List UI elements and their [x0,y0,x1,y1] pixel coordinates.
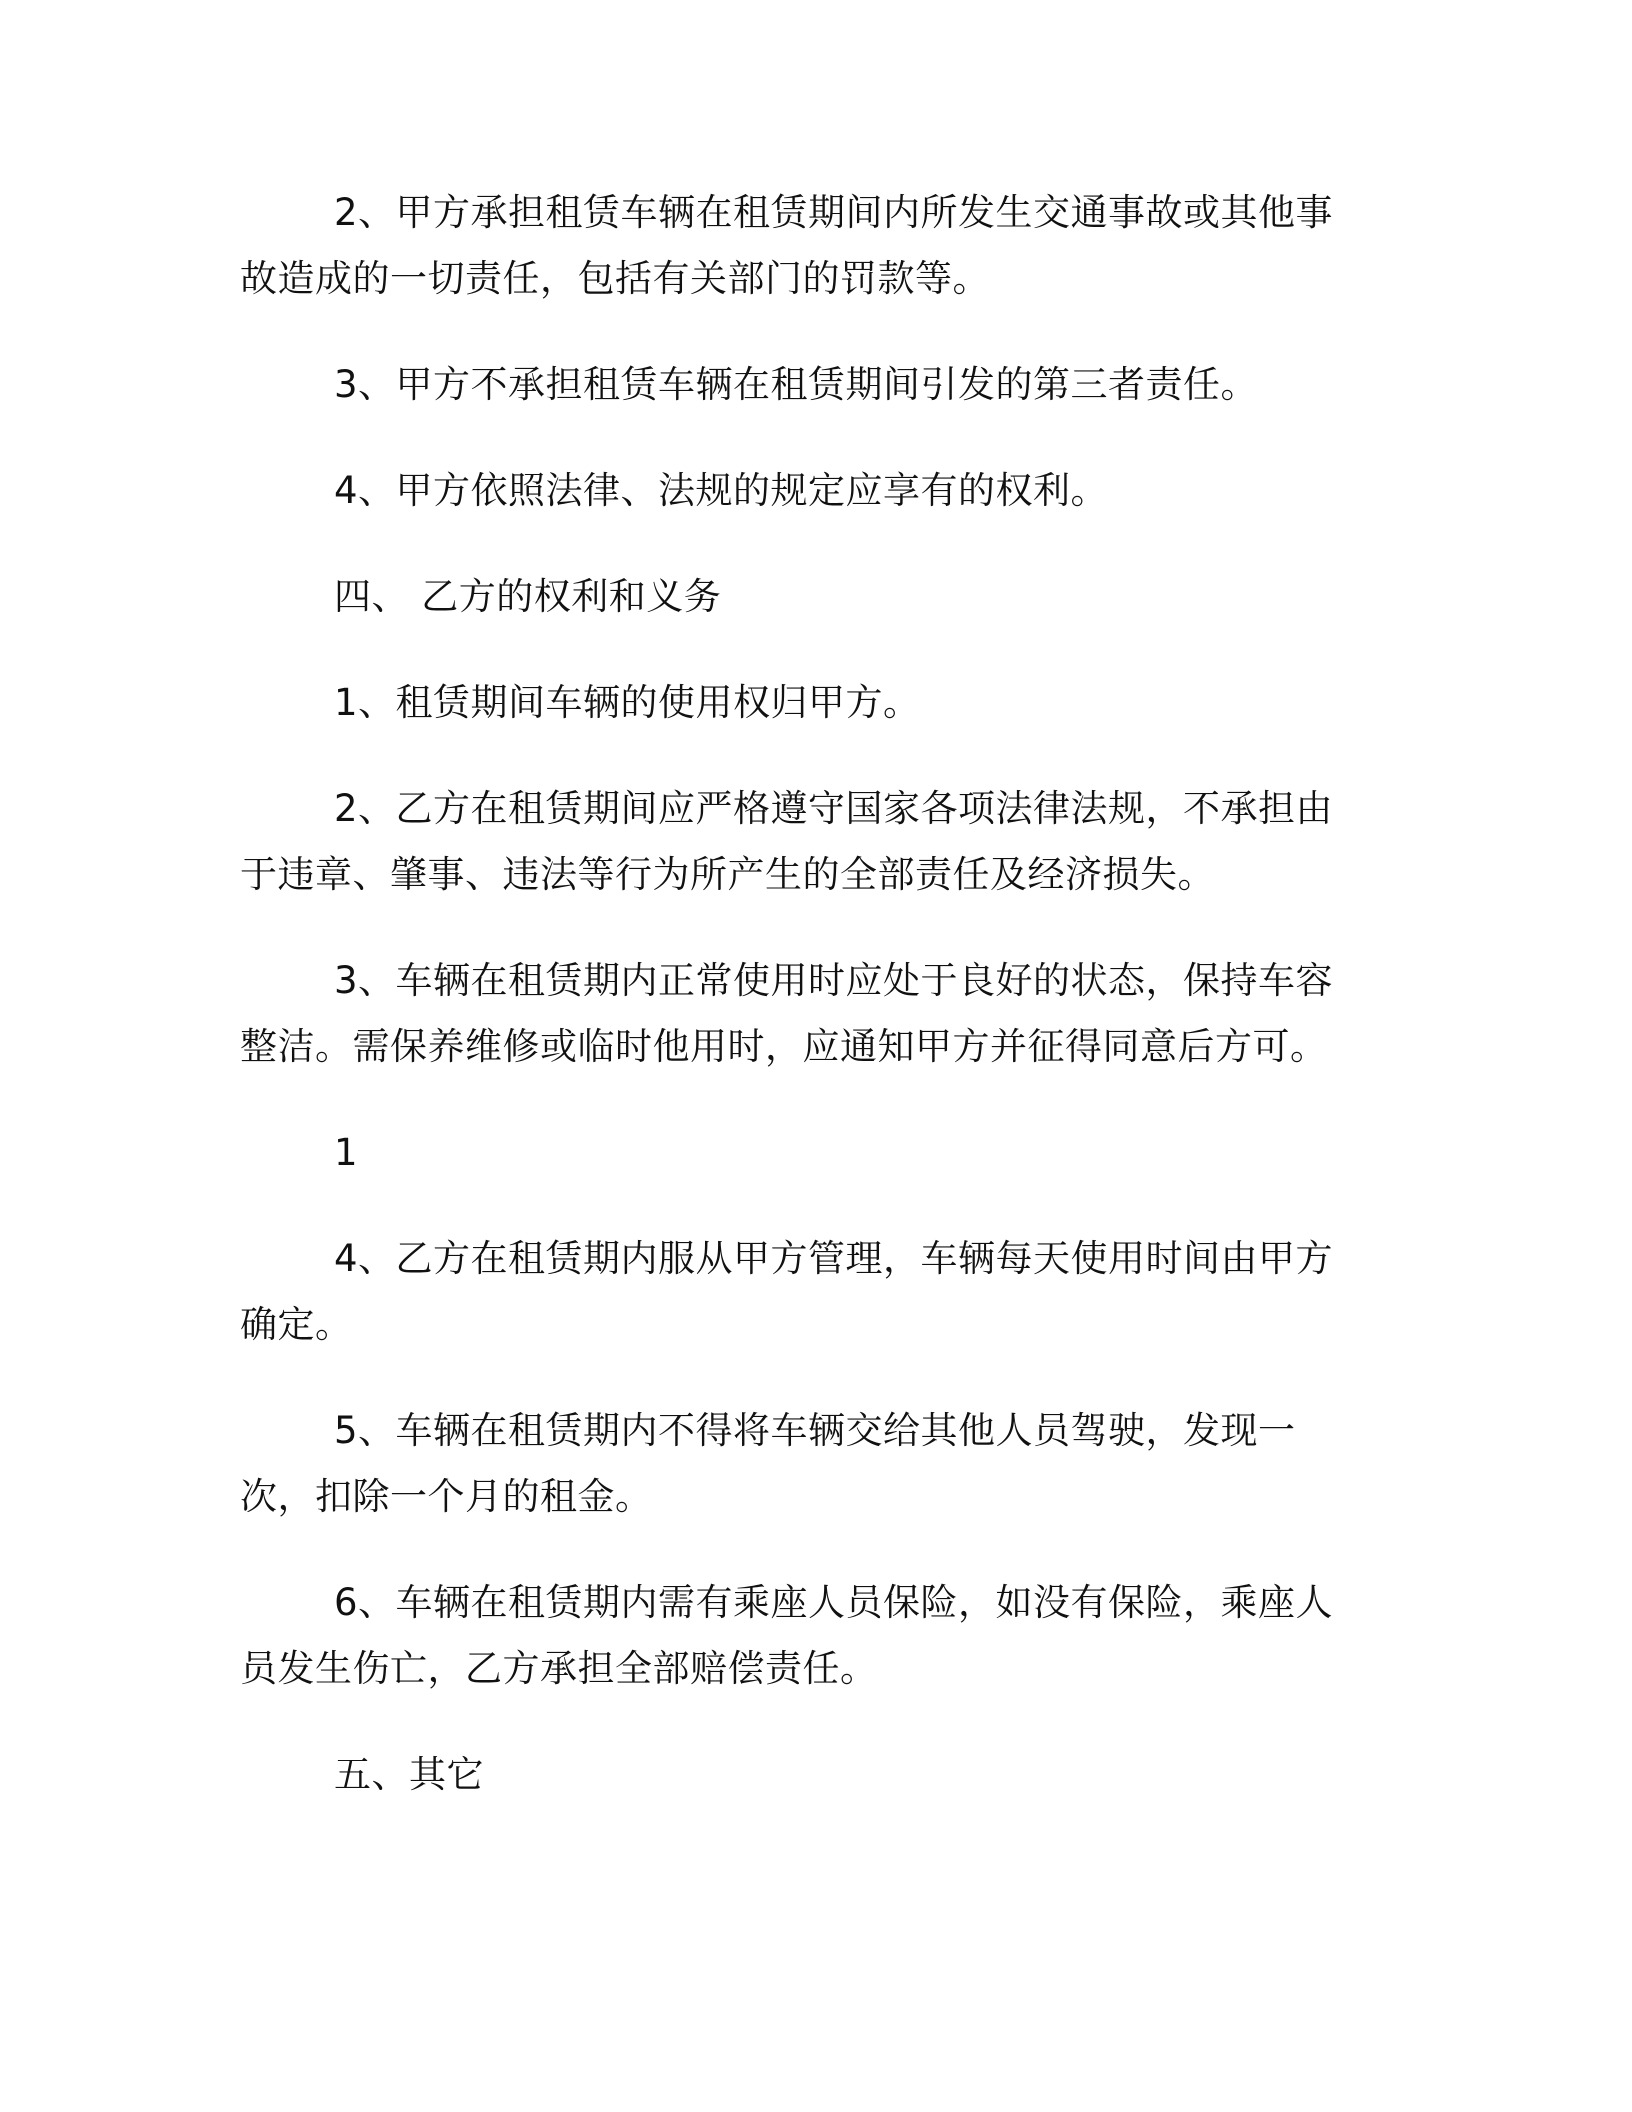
paragraph-party-a-third-party: 3、甲方不承担租赁车辆在租赁期间引发的第三者责任。 [334,363,1259,406]
paragraph-party-a-accident-liability: 2、甲方承担租赁车辆在租赁期间内所发生交通事故或其他事故造成的一切责任，包括有关部门的罚款等。 [240,191,1334,300]
section-heading-other: 五、其它 [334,1753,484,1796]
paragraph-passenger-insurance: 6、车辆在租赁期内需有乘座人员保险，如没有保险，乘座人员发生伤亡，乙方承担全部赔偿责任。 [240,1581,1334,1690]
paragraph-vehicle-condition: 3、车辆在租赁期内正常使用时应处于良好的状态，保持车容整洁。需保养维修或临时他用时，应通知甲方并征得同意后方可。 [240,959,1334,1068]
page-number: 1 [334,1131,358,1174]
paragraph-party-a-rights: 4、甲方依照法律、法规的规定应享有的权利。 [334,469,1109,512]
section-heading-party-b: 四、 乙方的权利和义务 [334,575,722,618]
paragraph-party-b-compliance: 2、乙方在租赁期间应严格遵守国家各项法律法规，不承担由于违章、肇事、违法等行为所产生的全部责任及经济损失。 [240,787,1334,896]
document-body [240,180,1360,1848]
paragraph-no-other-drivers: 5、车辆在租赁期内不得将车辆交给其他人员驾驶，发现一次，扣除一个月的租金。 [240,1409,1296,1518]
paragraph-party-b-usage-right: 1、租赁期间车辆的使用权归甲方。 [334,681,921,724]
paragraph-party-b-management: 4、乙方在租赁期内服从甲方管理，车辆每天使用时间由甲方确定。 [240,1237,1334,1346]
